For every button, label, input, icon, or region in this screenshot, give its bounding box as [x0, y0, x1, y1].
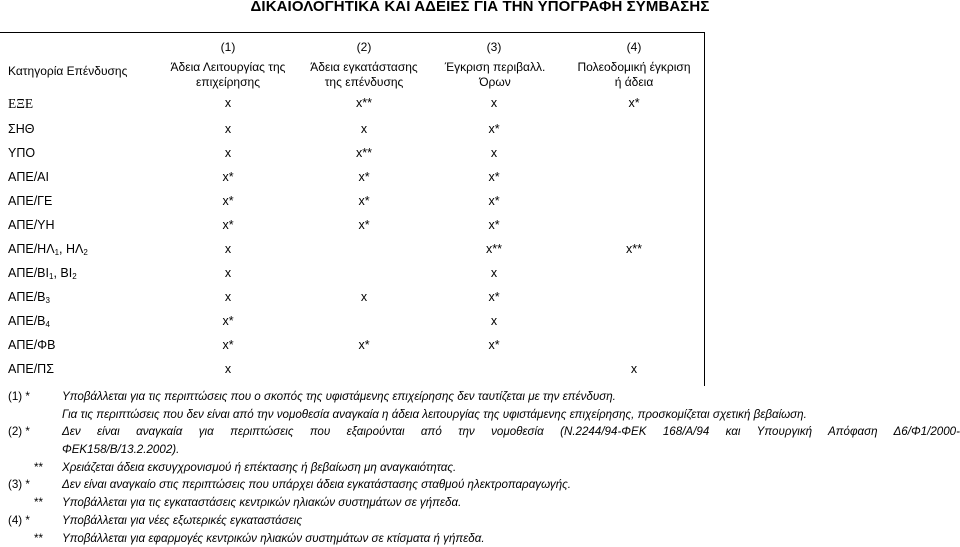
cell-mark: x: [604, 362, 664, 376]
category-subscript: 1: [55, 248, 59, 257]
cell-mark: x: [464, 266, 524, 280]
footnote: [0, 406, 960, 424]
cell-mark: x*: [198, 338, 258, 352]
cell-mark: x*: [334, 338, 394, 352]
category-text: ΑΠΕ/Β: [8, 314, 46, 328]
category-label: [8, 362, 54, 377]
cell-mark: x: [198, 146, 258, 160]
footnote-marker: **: [34, 494, 43, 512]
category-text: , ΗΛ: [59, 242, 83, 256]
category-subscript: 3: [46, 296, 50, 305]
footnote: [0, 530, 960, 547]
footnote-marker: (3) *: [8, 476, 30, 494]
table-row: [0, 362, 704, 384]
footnote-text: Δεν είναι αναγκαία για περιπτώσεις που εξαιρούνται από την νομοθεσία (Ν.2244/94-ΦΕΚ 168/Α/94 και Υπουργική Απόφαση Δ6/Φ1/2000-: [62, 423, 960, 441]
cell-mark: x: [198, 290, 258, 304]
footnote: [0, 494, 960, 512]
column-header-3: [420, 60, 570, 90]
table-row: [0, 314, 704, 336]
category-text: , ΒΙ: [53, 266, 72, 280]
column-header-4: [558, 60, 710, 90]
cell-mark: x*: [334, 194, 394, 208]
footnote-marker: **: [34, 459, 43, 477]
column-header-line: Άδεια εγκατάστασης: [284, 60, 444, 75]
cell-mark: x**: [604, 242, 664, 256]
footnote-marker: (4) *: [8, 512, 30, 530]
category-text: ΑΠΕ/ΑΙ: [8, 170, 49, 184]
cell-mark: x*: [198, 218, 258, 232]
footnote-text: Για τις περιπτώσεις που δεν είναι από την νομοθεσία αναγκαία η άδεια λειτουργίας της υφιστάμενης επιχείρησης, προσκομίζεται σχετική βεβαίωση.: [62, 406, 807, 424]
cell-mark: x**: [334, 96, 394, 110]
category-header: Κατηγορία Επένδυσης: [8, 64, 127, 79]
cell-mark: x: [198, 266, 258, 280]
footnote-text: Υποβάλλεται για νέες εξωτερικές εγκαταστάσεις: [62, 512, 302, 530]
column-number-4: (4): [594, 40, 674, 54]
table-row: [0, 242, 704, 264]
footnote-text: Χρειάζεται άδεια εκσυγχρονισμού ή επέκτασης ή βεβαίωση μη αναγκαιότητας.: [62, 459, 456, 477]
column-header-line: επιχείρησης: [143, 75, 313, 90]
cell-mark: x: [334, 122, 394, 136]
table-row: [0, 96, 704, 118]
footnote-text: Υποβάλλεται για τις εγκαταστάσεις κεντρικών ηλιακών συστημάτων σε γήπεδα.: [62, 494, 461, 512]
footnote: [0, 459, 960, 477]
category-label: [8, 146, 35, 161]
cell-mark: x: [198, 242, 258, 256]
category-label: [8, 338, 56, 353]
cell-mark: x*: [464, 218, 524, 232]
category-label: [8, 314, 50, 329]
column-number-3: (3): [454, 40, 534, 54]
cell-mark: x*: [464, 290, 524, 304]
category-text: ΣΗΘ: [8, 122, 34, 136]
footnote: [0, 476, 960, 494]
column-number-2: (2): [324, 40, 404, 54]
category-label: [8, 170, 49, 185]
cell-mark: x: [464, 314, 524, 328]
cell-mark: x: [334, 290, 394, 304]
footnote: [0, 441, 960, 459]
footnote-text: Υποβάλλεται για τις περιπτώσεις που ο σκοπός της υφιστάμενης επιχείρησης δεν ταυτίζεται με την επένδυση.: [62, 388, 616, 406]
cell-mark: x**: [334, 146, 394, 160]
category-subscript: 2: [72, 272, 76, 281]
cell-mark: x: [198, 122, 258, 136]
category-label: [8, 242, 88, 257]
cell-mark: x*: [464, 194, 524, 208]
category-text: ΑΠΕ/ΒΙ: [8, 266, 49, 280]
cell-mark: x*: [464, 338, 524, 352]
category-text: ΑΠΕ/ΠΣ: [8, 362, 54, 376]
cell-mark: x*: [334, 170, 394, 184]
column-header-line: Άδεια Λειτουργίας της: [143, 60, 313, 75]
column-header-line: της επένδυσης: [284, 75, 444, 90]
footnote: [0, 388, 960, 406]
column-header-line: ή άδεια: [558, 75, 710, 90]
table-row: [0, 146, 704, 168]
category-text: ΑΠΕ/ΥΗ: [8, 218, 55, 232]
cell-mark: x*: [198, 194, 258, 208]
table-row: [0, 218, 704, 240]
table-row: [0, 194, 704, 216]
category-label: [8, 194, 52, 209]
cell-mark: x*: [334, 218, 394, 232]
cell-mark: x*: [604, 96, 664, 110]
column-number-1: (1): [188, 40, 268, 54]
category-text: ΑΠΕ/ΦΒ: [8, 338, 56, 352]
category-text: ΑΠΕ/ΓΕ: [8, 194, 52, 208]
category-text: ΑΠΕ/Β: [8, 290, 46, 304]
footnote-marker: (2) *: [8, 423, 30, 441]
footnote-text: Υποβάλλεται για εφαρμογές κεντρικών ηλιακών συστημάτων σε κτίσματα ή γήπεδα.: [62, 530, 485, 547]
column-header-line: Όρων: [420, 75, 570, 90]
cell-mark: x: [464, 96, 524, 110]
cell-mark: x*: [198, 170, 258, 184]
table-row: [0, 290, 704, 312]
footnote-marker: (1) *: [8, 388, 30, 406]
category-text: ΥΠΟ: [8, 146, 35, 160]
cell-mark: x*: [198, 314, 258, 328]
footnote-marker: **: [34, 530, 43, 547]
category-text: ΕΞΕ: [8, 96, 33, 111]
category-label: [8, 290, 50, 305]
footnote-text: ΦΕΚ158/Β/13.2.2002).: [62, 441, 179, 459]
category-text: ΑΠΕ/ΗΛ: [8, 242, 55, 256]
table-row: [0, 170, 704, 192]
column-header-line: Πολεοδομική έγκριση: [558, 60, 710, 75]
page-title: ΔΙΚΑΙΟΛΟΓΗΤΙΚΑ ΚΑΙ ΑΔΕΙΕΣ ΓΙΑ ΤΗΝ ΥΠΟΓΡΑΦΗ ΣΥΜΒΑΣΗΣ: [0, 0, 960, 15]
category-subscript: 1: [49, 272, 53, 281]
cell-mark: x*: [464, 122, 524, 136]
table-row: [0, 266, 704, 288]
table-row: [0, 338, 704, 360]
cell-mark: x: [464, 146, 524, 160]
cell-mark: x**: [464, 242, 524, 256]
category-label: [8, 266, 77, 281]
footnote-text: Δεν είναι αναγκαίο στις περιπτώσεις που υπάρχει άδεια εγκατάστασης σταθμού ηλεκτροπαραγωγής.: [62, 476, 571, 494]
footnote: [0, 423, 960, 441]
cell-mark: x*: [464, 170, 524, 184]
category-label: [8, 218, 55, 233]
cell-mark: x: [198, 362, 258, 376]
footnotes: [0, 388, 960, 547]
column-header-line: Έγκριση περιβαλλ.: [420, 60, 570, 75]
category-subscript: 2: [83, 248, 87, 257]
footnote: [0, 512, 960, 530]
category-label: [8, 122, 34, 137]
table-row: [0, 122, 704, 144]
category-label: [8, 96, 33, 112]
cell-mark: x: [198, 96, 258, 110]
category-subscript: 4: [46, 320, 50, 329]
